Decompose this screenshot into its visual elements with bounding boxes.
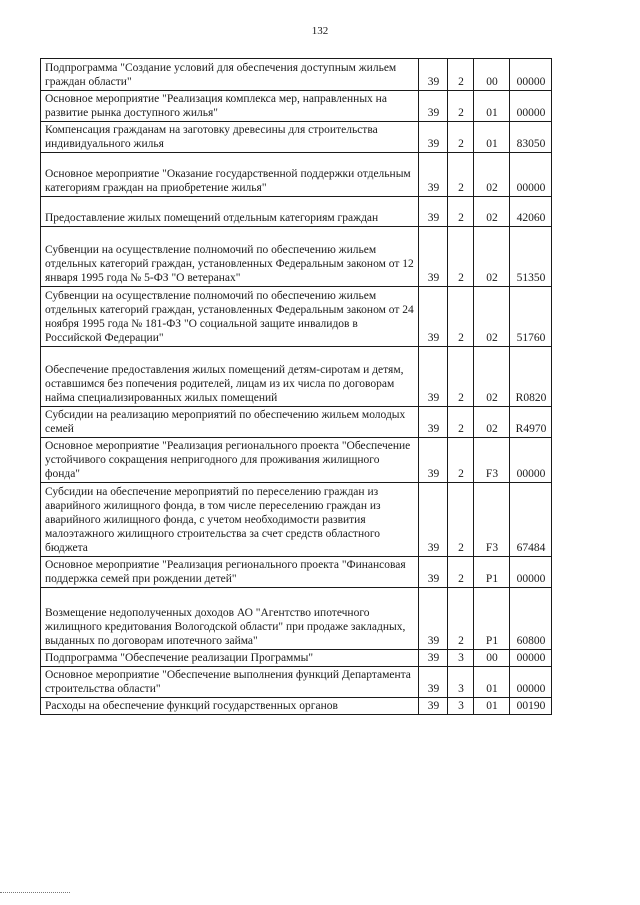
row-name-cell: Подпрограмма "Создание условий для обеспечения доступным жильем граждан области" bbox=[41, 59, 419, 91]
expense-code-cell: R4970 bbox=[510, 407, 552, 438]
expense-code-cell: 00000 bbox=[510, 650, 552, 667]
ministry-code-cell: 39 bbox=[419, 91, 448, 122]
table-row bbox=[41, 122, 552, 153]
subprogram-code-cell: 2 bbox=[448, 557, 474, 588]
activity-code-cell: 02 bbox=[474, 227, 510, 287]
activity-code-cell: 02 bbox=[474, 347, 510, 407]
expense-code-cell: 60800 bbox=[510, 588, 552, 650]
row-name-cell: Возмещение недополученных доходов АО "Агентство ипотечного жилищного кредитования Вологодской области" при продаже закладных, выданных по договорам ипотечного займа" bbox=[41, 588, 419, 650]
subprogram-code-cell: 2 bbox=[448, 588, 474, 650]
row-name-cell: Обеспечение предоставления жилых помещений детям-сиротам и детям, оставшимся без попечения родителей, лицам из их числа по договорам найма специализированных жилых помещений bbox=[41, 347, 419, 407]
table-row bbox=[41, 197, 552, 227]
activity-code-cell: 02 bbox=[474, 407, 510, 438]
expense-code-cell: 00000 bbox=[510, 153, 552, 197]
table-row bbox=[41, 59, 552, 91]
subprogram-code-cell: 2 bbox=[448, 153, 474, 197]
expense-code-cell: 51760 bbox=[510, 287, 552, 347]
table-row bbox=[41, 91, 552, 122]
table-row bbox=[41, 407, 552, 438]
expense-code-cell: 00000 bbox=[510, 667, 552, 698]
table-row bbox=[41, 667, 552, 698]
expense-code-cell: 00000 bbox=[510, 59, 552, 91]
activity-code-cell: P1 bbox=[474, 557, 510, 588]
row-name-cell: Основное мероприятие "Реализация регионального проекта "Обеспечение устойчивого сокращения непригодного для проживания жилищного фонда" bbox=[41, 438, 419, 483]
subprogram-code-cell: 2 bbox=[448, 227, 474, 287]
table-row bbox=[41, 557, 552, 588]
subprogram-code-cell: 2 bbox=[448, 483, 474, 557]
ministry-code-cell: 39 bbox=[419, 588, 448, 650]
scan-edge-mark bbox=[0, 892, 70, 893]
activity-code-cell: 00 bbox=[474, 650, 510, 667]
table-row bbox=[41, 438, 552, 483]
row-name-cell: Субсидии на реализацию мероприятий по обеспечению жильем молодых семей bbox=[41, 407, 419, 438]
activity-code-cell: 01 bbox=[474, 91, 510, 122]
activity-code-cell: 02 bbox=[474, 287, 510, 347]
expense-code-cell: R0820 bbox=[510, 347, 552, 407]
ministry-code-cell: 39 bbox=[419, 347, 448, 407]
table-row bbox=[41, 227, 552, 287]
subprogram-code-cell: 3 bbox=[448, 698, 474, 715]
table-row bbox=[41, 698, 552, 715]
ministry-code-cell: 39 bbox=[419, 287, 448, 347]
activity-code-cell: 02 bbox=[474, 197, 510, 227]
activity-code-cell: 02 bbox=[474, 153, 510, 197]
subprogram-code-cell: 2 bbox=[448, 59, 474, 91]
ministry-code-cell: 39 bbox=[419, 557, 448, 588]
row-name-cell: Основное мероприятие "Оказание государственной поддержки отдельным категориям граждан на приобретение жилья" bbox=[41, 153, 419, 197]
table-row bbox=[41, 588, 552, 650]
row-name-cell: Субсидии на обеспечение мероприятий по переселению граждан из аварийного жилищного фонда, в том числе переселению граждан из аварийного жилищного фонда, с учетом необходимости развития малоэтажного жилищного строительства за счет средств областного бюджета bbox=[41, 483, 419, 557]
table-row bbox=[41, 287, 552, 347]
row-name-cell: Компенсация гражданам на заготовку древесины для строительства индивидуального жилья bbox=[41, 122, 419, 153]
expense-code-cell: 00000 bbox=[510, 438, 552, 483]
expense-code-cell: 67484 bbox=[510, 483, 552, 557]
row-name-cell: Основное мероприятие "Реализация комплекса мер, направленных на развитие рынка доступного жилья" bbox=[41, 91, 419, 122]
expense-code-cell: 83050 bbox=[510, 122, 552, 153]
activity-code-cell: F3 bbox=[474, 438, 510, 483]
row-name-cell: Основное мероприятие "Реализация регионального проекта "Финансовая поддержка семей при рождении детей" bbox=[41, 557, 419, 588]
ministry-code-cell: 39 bbox=[419, 698, 448, 715]
expense-code-cell: 00190 bbox=[510, 698, 552, 715]
ministry-code-cell: 39 bbox=[419, 483, 448, 557]
ministry-code-cell: 39 bbox=[419, 122, 448, 153]
activity-code-cell: 01 bbox=[474, 122, 510, 153]
table-row bbox=[41, 483, 552, 557]
ministry-code-cell: 39 bbox=[419, 59, 448, 91]
table-row bbox=[41, 650, 552, 667]
row-name-cell: Подпрограмма "Обеспечение реализации Программы" bbox=[41, 650, 419, 667]
row-name-cell: Расходы на обеспечение функций государственных органов bbox=[41, 698, 419, 715]
subprogram-code-cell: 3 bbox=[448, 650, 474, 667]
ministry-code-cell: 39 bbox=[419, 438, 448, 483]
ministry-code-cell: 39 bbox=[419, 227, 448, 287]
budget-classification-table bbox=[40, 58, 552, 715]
row-name-cell: Основное мероприятие "Обеспечение выполнения функций Департамента строительства области" bbox=[41, 667, 419, 698]
ministry-code-cell: 39 bbox=[419, 650, 448, 667]
subprogram-code-cell: 2 bbox=[448, 438, 474, 483]
table-row bbox=[41, 347, 552, 407]
table-row bbox=[41, 153, 552, 197]
activity-code-cell: F3 bbox=[474, 483, 510, 557]
subprogram-code-cell: 2 bbox=[448, 347, 474, 407]
subprogram-code-cell: 2 bbox=[448, 407, 474, 438]
expense-code-cell: 51350 bbox=[510, 227, 552, 287]
ministry-code-cell: 39 bbox=[419, 153, 448, 197]
subprogram-code-cell: 2 bbox=[448, 287, 474, 347]
ministry-code-cell: 39 bbox=[419, 667, 448, 698]
activity-code-cell: 00 bbox=[474, 59, 510, 91]
page-number: 132 bbox=[311, 25, 329, 37]
expense-code-cell: 00000 bbox=[510, 91, 552, 122]
subprogram-code-cell: 2 bbox=[448, 197, 474, 227]
row-name-cell: Субвенции на осуществление полномочий по обеспечению жильем отдельных категорий граждан, установленных Федеральным законом от 24 ноября 1995 года № 181-ФЗ "О социальной защите инвалидов в Российской Федерации" bbox=[41, 287, 419, 347]
subprogram-code-cell: 2 bbox=[448, 122, 474, 153]
row-name-cell: Субвенции на осуществление полномочий по обеспечению жильем отдельных категорий граждан, установленных Федеральным законом от 12 января 1995 года № 5-ФЗ "О ветеранах" bbox=[41, 227, 419, 287]
subprogram-code-cell: 2 bbox=[448, 91, 474, 122]
activity-code-cell: P1 bbox=[474, 588, 510, 650]
subprogram-code-cell: 3 bbox=[448, 667, 474, 698]
activity-code-cell: 01 bbox=[474, 698, 510, 715]
ministry-code-cell: 39 bbox=[419, 197, 448, 227]
activity-code-cell: 01 bbox=[474, 667, 510, 698]
expense-code-cell: 00000 bbox=[510, 557, 552, 588]
ministry-code-cell: 39 bbox=[419, 407, 448, 438]
expense-code-cell: 42060 bbox=[510, 197, 552, 227]
row-name-cell: Предоставление жилых помещений отдельным категориям граждан bbox=[41, 197, 419, 227]
